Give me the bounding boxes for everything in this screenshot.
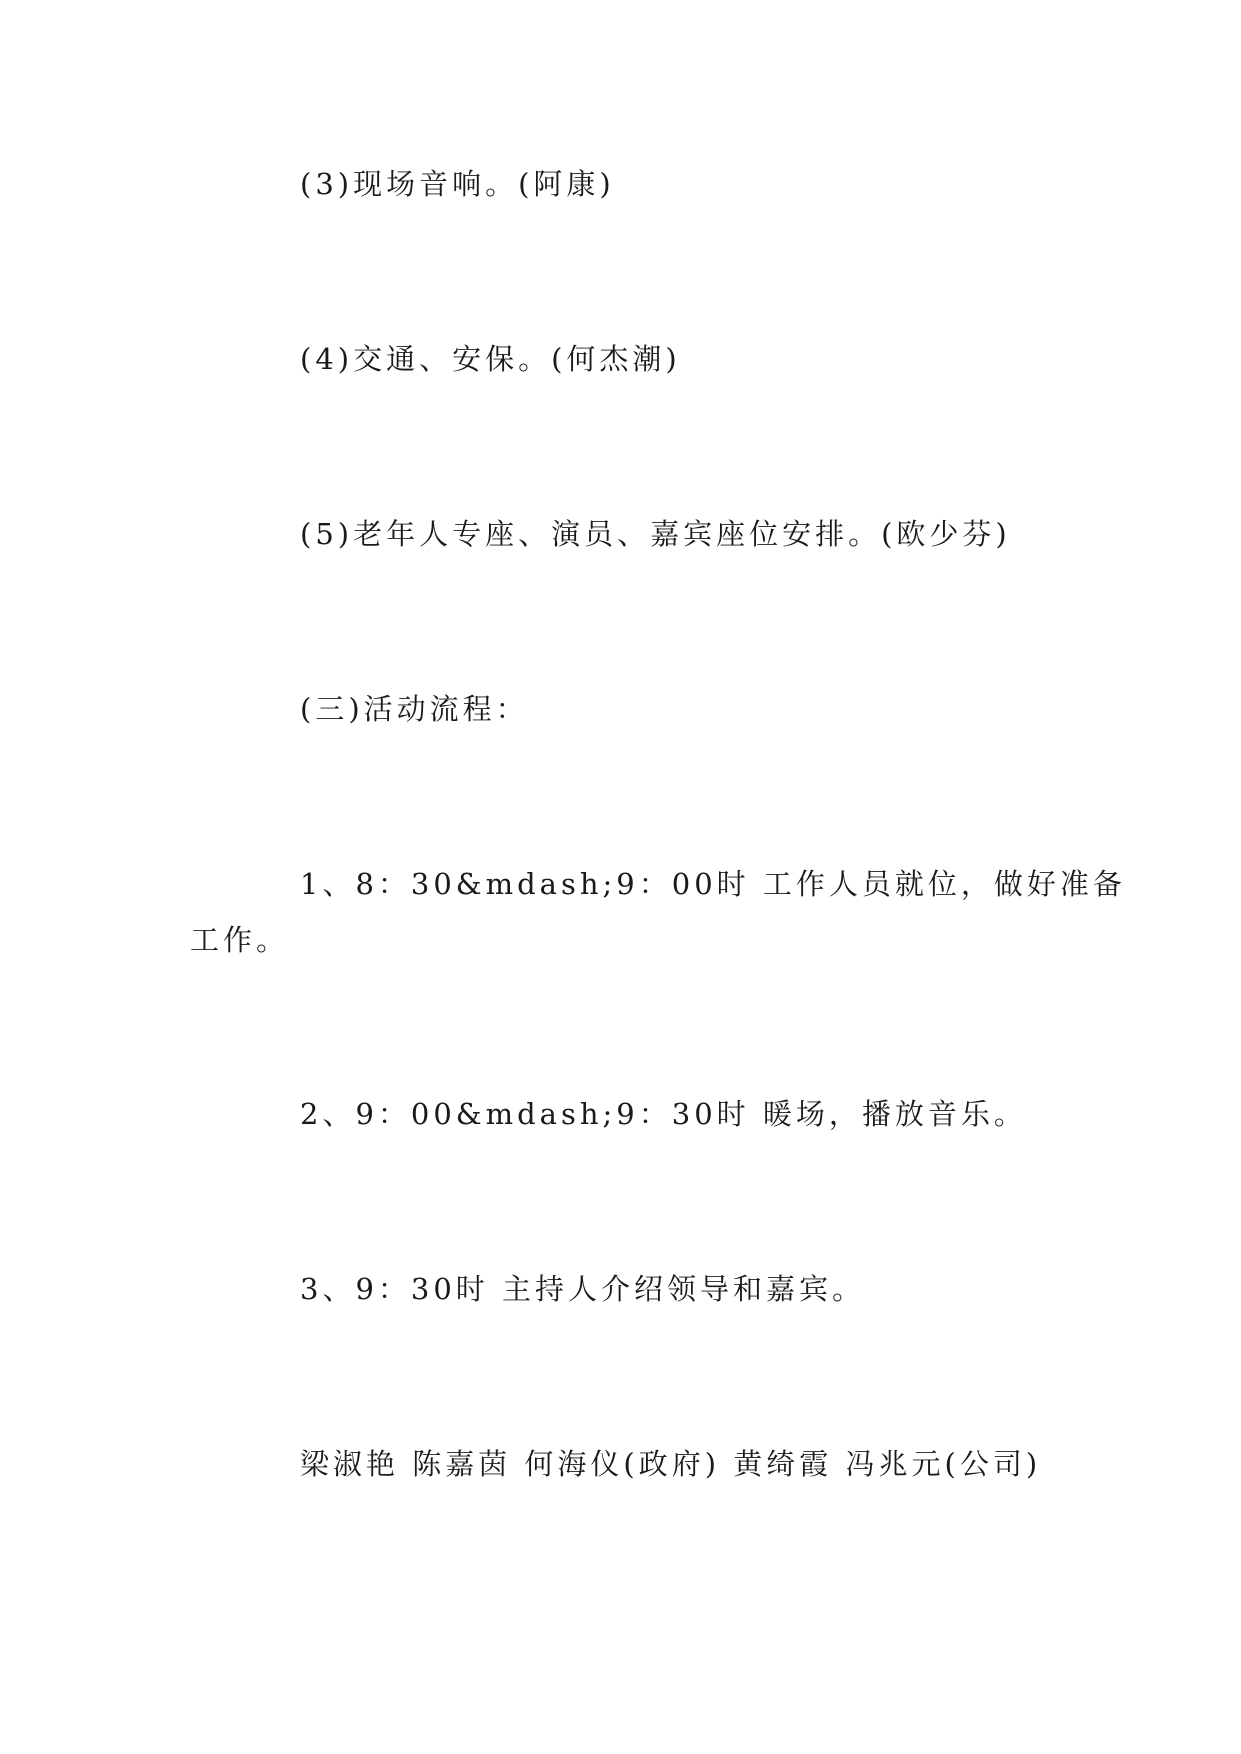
paragraph-step-1-line-2: 工作。: [190, 923, 290, 957]
paragraph-seating: (5)老年人专座、演员、嘉宾座位安排。(欧少芬): [300, 517, 1011, 551]
paragraph-step-1-line-1: 1、8：30&mdash;9：00时 工作人员就位，做好准备: [300, 867, 1126, 901]
paragraph-traffic-security: (4)交通、安保。(何杰潮): [300, 342, 681, 376]
paragraph-step-3: 3、9：30时 主持人介绍领导和嘉宾。: [300, 1272, 866, 1306]
section-heading-activity-flow: (三)活动流程：: [300, 692, 529, 726]
paragraph-audio: (3)现场音响。(阿康): [300, 167, 615, 201]
paragraph-step-2: 2、9：00&mdash;9：30时 暖场，播放音乐。: [300, 1097, 1027, 1131]
paragraph-names: 梁淑艳 陈嘉茵 何海仪(政府) 黄绮霞 冯兆元(公司): [300, 1447, 1042, 1481]
